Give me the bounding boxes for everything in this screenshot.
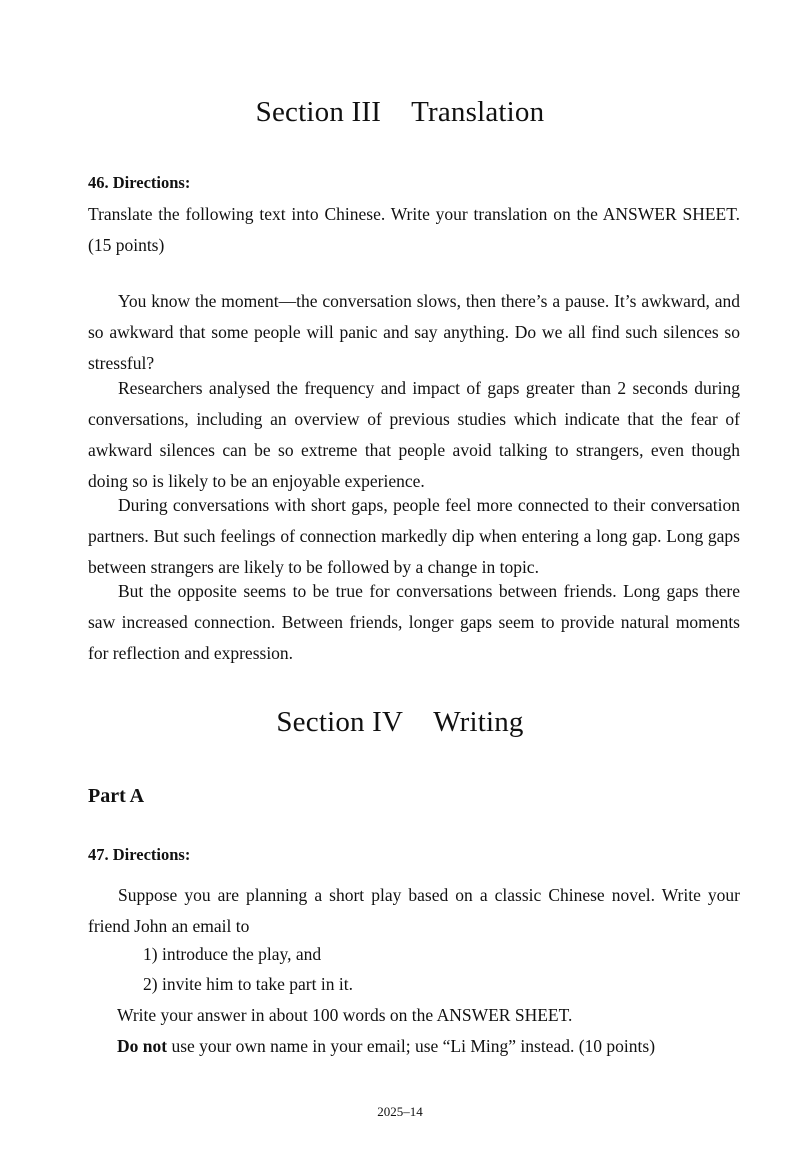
- section-iii-number: Section III: [255, 96, 382, 128]
- q47-directions-label: 47. Directions:: [88, 845, 191, 864]
- q47-list-item-2: 2) invite him to take part in it.: [143, 974, 353, 994]
- q47-name-instruction: [117, 1036, 655, 1057]
- name-instruction-text: use your own name in your email; use “Li Ming” instead. (10 points): [167, 1036, 656, 1056]
- part-a-heading: Part A: [88, 785, 145, 807]
- q47-intro-text: Suppose you are planning a short play based on a classic Chinese novel. Write your friend John an email to: [88, 885, 740, 936]
- section-iv-number: Section IV: [276, 706, 404, 738]
- q47-list-item-1: 1) introduce the play, and: [143, 944, 322, 964]
- page-number: 2025–14: [377, 1104, 423, 1119]
- q46-directions-text: Translate the following text into Chinese. Write your translation on the ANSWER SHEET. (15 points): [88, 204, 740, 255]
- section-iv-title: [0, 706, 800, 739]
- section-iii-title: [0, 96, 800, 129]
- section-iii-name: Translation: [411, 96, 545, 128]
- passage-paragraph-2: Researchers analysed the frequency and impact of gaps greater than 2 seconds during conversations, including an overview of previous studies which indicate that the fear of awkward silences can be so extreme that people avoid talking to strangers, even though doing so is likely to be an enjoyable experience.: [88, 378, 740, 491]
- section-iv-name: Writing: [433, 706, 524, 738]
- passage-paragraph-4: But the opposite seems to be true for conversations between friends. Long gaps there saw increased connection. Between friends, longer gaps seem to provide natural moments for reflection and expression.: [88, 581, 740, 663]
- do-not-emphasis: Do not: [117, 1036, 168, 1056]
- q47-word-count-line: Write your answer in about 100 words on the ANSWER SHEET.: [117, 1005, 573, 1025]
- q46-directions-label: 46. Directions:: [88, 173, 191, 192]
- passage-paragraph-3: During conversations with short gaps, people feel more connected to their conversation partners. But such feelings of connection markedly dip when entering a long gap. Long gaps between strangers are likely to be followed by a change in topic.: [88, 495, 740, 577]
- passage-paragraph-1: You know the moment—the conversation slows, then there’s a pause. It’s awkward, and so awkward that some people will panic and say anything. Do we all find such silences so stressful?: [88, 291, 740, 373]
